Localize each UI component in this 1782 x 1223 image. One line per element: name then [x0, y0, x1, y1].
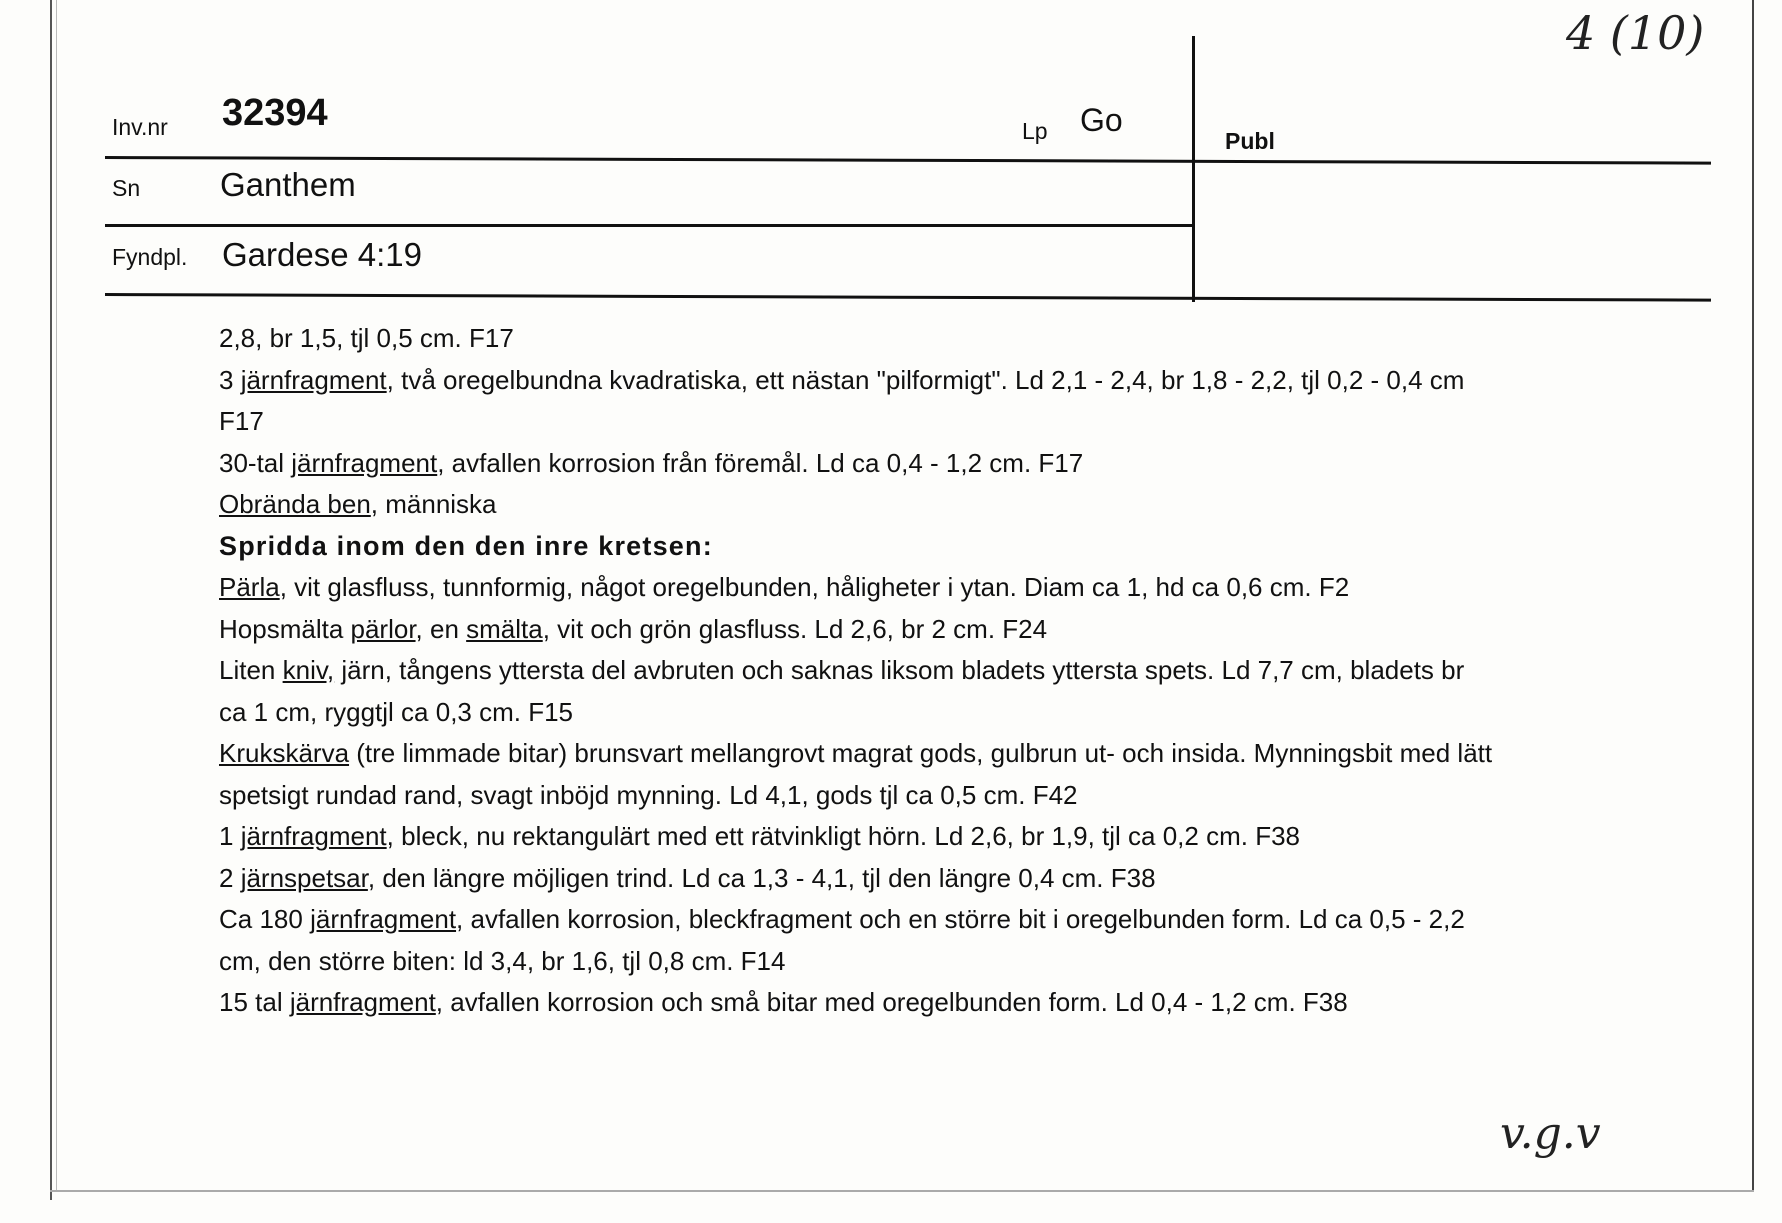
entry-prefix: 15 tal: [219, 987, 290, 1017]
header-rule-2: [105, 224, 1193, 227]
entry-continuation-line: [219, 401, 1619, 443]
entry-description: , avfallen korrosion, bleckfragment och en större bit i oregelbunden form. Ld ca 0,5 - 2,2: [456, 904, 1465, 934]
entry-continuation-line: [219, 941, 1619, 983]
card-edge-left: [50, 0, 52, 1200]
entry-prefix: 1: [219, 821, 241, 851]
entry-continuation: F17: [219, 406, 264, 436]
entry-line: [219, 443, 1619, 485]
entry-term: järnspetsar: [240, 862, 368, 893]
entry-term: pärlor: [350, 613, 416, 644]
entry-description: , människa: [370, 489, 497, 519]
entry-prefix: 30-tal: [219, 447, 292, 478]
entry-line: [219, 318, 1619, 360]
entry-middle: , en: [415, 613, 467, 644]
find-entries: [219, 318, 1619, 1024]
entry-description: , vit glasfluss, tunnformig, något oregelbunden, håligheter i ytan. Diam ca 1, hd ca 0,6 cm. F2: [279, 572, 1350, 602]
fyndpl-label: Fyndpl.: [112, 244, 188, 270]
entry-term-secondary: smälta: [466, 613, 543, 644]
entry-line: [219, 360, 1619, 402]
entry-line: [219, 484, 1619, 526]
publ-label: Publ: [1225, 128, 1275, 154]
entry-description: järn, tångens yttersta del avbruten och saknas liksom bladets yttersta spets. Ld 7,7 cm, bladets br: [334, 655, 1465, 685]
entry-term: järnfragment: [289, 987, 436, 1017]
entry-line: [219, 899, 1619, 941]
entry-line: [219, 567, 1619, 609]
card-edge-bottom: [50, 1190, 1754, 1192]
entry-term: Krukskärva: [219, 738, 350, 768]
header-rule-1: [105, 156, 1711, 165]
entry-prefix: 2: [219, 862, 241, 893]
entry-term: järnfragment: [240, 821, 387, 851]
entry-line: [219, 733, 1619, 775]
header-rule-3: [105, 293, 1711, 302]
entry-term: järnfragment: [310, 904, 457, 934]
entry-description: (tre limmade bitar) brunsvart mellangrovt magrat gods, gulbrun ut- och insida. Mynningsbit med lätt: [349, 738, 1493, 768]
entry-text: 2,8, br 1,5, tjl 0,5 cm. F17: [219, 323, 514, 353]
entry-description: , avfallen korrosion från föremål. Ld ca 0,4 - 1,2 cm. F17: [437, 447, 1084, 478]
signature: v.g.v: [1500, 1108, 1601, 1159]
entry-prefix: Ca 180: [219, 904, 311, 934]
entry-description: , den längre möjligen trind. Ld ca 1,3 - 4,1, tjl den längre 0,4 cm. F38: [367, 862, 1156, 893]
lp-value: Go: [1080, 102, 1123, 138]
page-number-annotation: 4 (10): [1566, 6, 1705, 60]
entry-description: , bleck, nu rektangulärt med ett rätvinkligt hörn. Ld 2,6, br 1,9, tjl ca 0,2 cm. F38: [386, 821, 1300, 851]
entry-description: , två oregelbundna kvadratiska, ett nästan "pilformigt". Ld 2,1 - 2,4, br 1,8 - 2,2, tjl 0,2 - 0,4 cm: [386, 364, 1465, 395]
entry-term: järnfragment: [291, 447, 438, 478]
entry-line: [219, 526, 1619, 568]
entry-prefix: 3: [219, 364, 241, 395]
header-divider-vertical: [1192, 36, 1195, 302]
fyndpl-value: Gardese 4:19: [222, 236, 422, 273]
entry-term: kniv,: [282, 655, 335, 685]
lp-label: Lp: [1022, 118, 1048, 144]
entry-line: [219, 650, 1619, 692]
entry-line: [219, 609, 1619, 651]
invnr-label: Inv.nr: [112, 114, 168, 140]
entry-line: [219, 982, 1619, 1024]
entry-continuation: spetsigt rundad rand, svagt inböjd mynning. Ld 4,1, gods tjl ca 0,5 cm. F42: [219, 779, 1078, 810]
entry-continuation: ca 1 cm, ryggtjl ca 0,3 cm. F15: [219, 696, 574, 727]
sn-label: Sn: [112, 175, 141, 201]
invnr-value: 32394: [222, 92, 328, 134]
sn-value: Ganthem: [220, 166, 356, 203]
entry-term: Pärla: [219, 572, 280, 602]
entry-line: [219, 816, 1619, 858]
entry-term: Obrända ben: [219, 489, 371, 519]
entry-continuation: cm, den större biten: ld 3,4, br 1,6, tjl 0,8 cm. F14: [219, 945, 786, 976]
entry-line: [219, 858, 1619, 900]
entry-prefix: Hopsmälta: [219, 613, 351, 644]
entry-continuation-line: [219, 775, 1619, 817]
card-edge-right: [1752, 0, 1754, 1190]
entry-continuation-line: [219, 692, 1619, 734]
entry-prefix: Liten: [219, 655, 283, 685]
section-heading: Spridda inom den den inre kretsen:: [219, 530, 713, 561]
card-edge-left-inner: [56, 0, 57, 1190]
entry-description: , avfallen korrosion och små bitar med oregelbunden form. Ld 0,4 - 1,2 cm. F38: [435, 987, 1348, 1017]
entry-description: , vit och grön glasfluss. Ld 2,6, br 2 cm. F24: [542, 613, 1048, 644]
entry-term: järnfragment: [240, 364, 387, 395]
